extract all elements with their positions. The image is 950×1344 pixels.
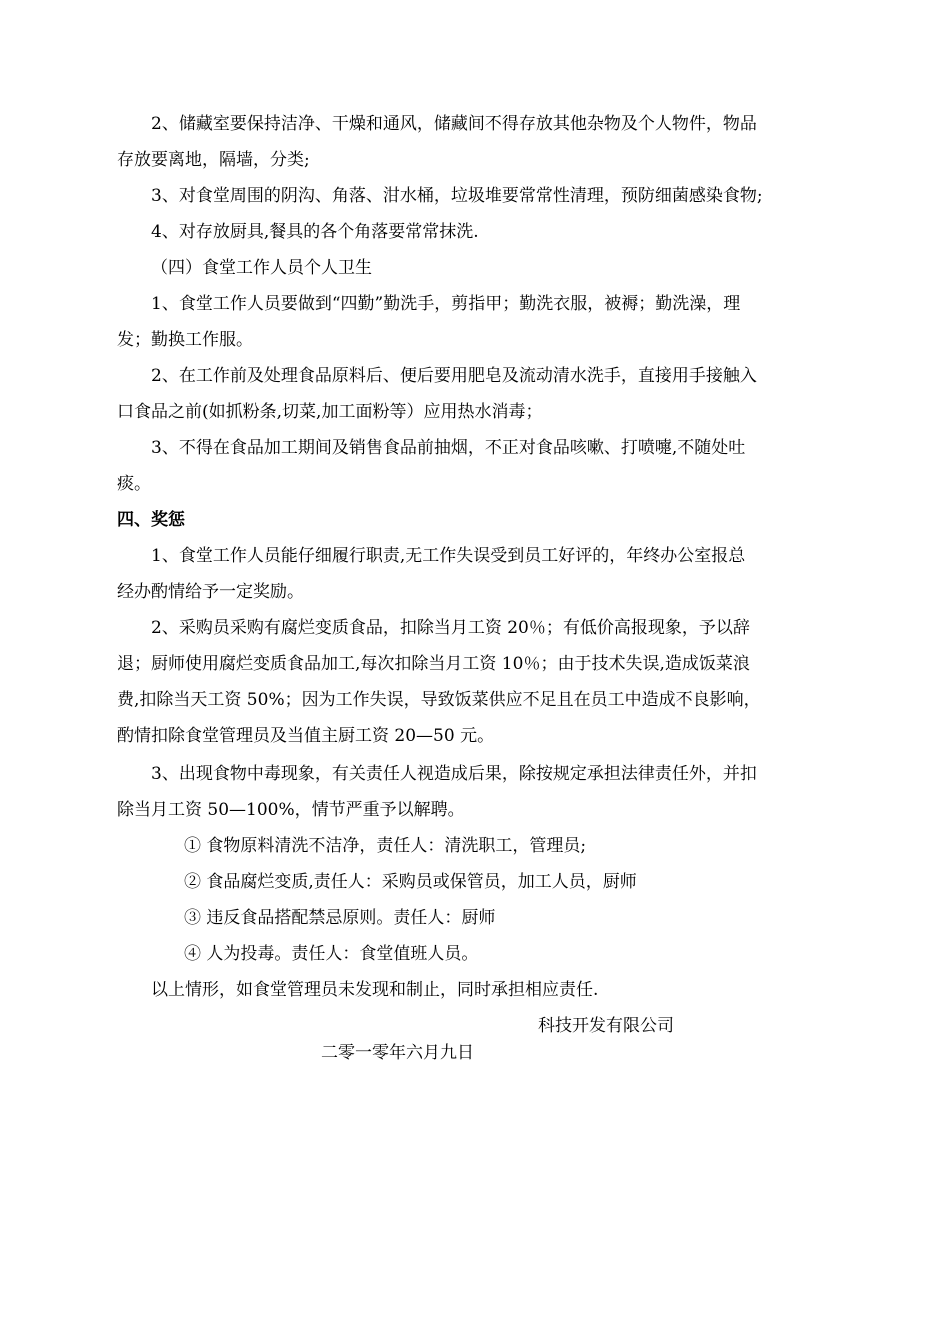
text-line: 4、对存放厨具,餐具的各个角落要常常抹洗. bbox=[151, 222, 479, 242]
text-line: 费,扣除当天工资 50%；因为工作失误，导致饭菜供应不足且在员工中造成不良影响， bbox=[117, 690, 761, 710]
text-line: 发；勤换工作服。 bbox=[117, 330, 253, 350]
section-heading: 四、奖惩 bbox=[117, 510, 185, 530]
text-line: 以上情形，如食堂管理员未发现和制止，同时承担相应责任. bbox=[151, 980, 599, 1000]
list-item: ③ 违反食品搭配禁忌原则。责任人：厨师 bbox=[184, 908, 496, 928]
text-line: 经办酌情给予一定奖励。 bbox=[117, 582, 304, 602]
list-item: ② 食品腐烂变质,责任人：采购员或保管员，加工人员，厨师 bbox=[184, 872, 637, 892]
text-line: 除当月工资 50—100%，情节严重予以解聘。 bbox=[117, 800, 465, 820]
list-item: ④ 人为投毒。责任人：食堂值班人员。 bbox=[184, 944, 479, 964]
text-line: 2、储藏室要保持洁净、干燥和通风，储藏间不得存放其他杂物及个人物件，物品 bbox=[151, 114, 757, 134]
text-line: 3、不得在食品加工期间及销售食品前抽烟，不正对食品咳嗽、打喷嚏,不随处吐 bbox=[151, 438, 746, 458]
text-line: 口食品之前(如抓粉条,切菜,加工面粉等）应用热水消毒； bbox=[117, 402, 543, 422]
signature-date: 二零一零年六月九日 bbox=[321, 1043, 474, 1063]
text-line: 痰。 bbox=[117, 474, 151, 494]
text-line: 存放要离地，隔墙，分类; bbox=[117, 150, 310, 170]
text-line: 酌情扣除食堂管理员及当值主厨工资 20—50 元。 bbox=[117, 726, 495, 746]
text-line: 1、食堂工作人员能仔细履行职责,无工作失误受到员工好评的，年终办公室报总 bbox=[151, 546, 746, 566]
signature-company: 科技开发有限公司 bbox=[538, 1016, 674, 1036]
text-line: 2、采购员采购有腐烂变质食品，扣除当月工资 20％；有低价高报现象，予以辞 bbox=[151, 618, 750, 638]
text-line: 退；厨师使用腐烂变质食品加工,每次扣除当月工资 10％；由于技术失误,造成饭菜浪 bbox=[117, 654, 750, 674]
text-line: 3、对食堂周围的阴沟、角落、泔水桶，垃圾堆要常常性清理，预防细菌感染食物; bbox=[151, 186, 763, 206]
list-item: ① 食物原料清洗不洁净，责任人：清洗职工，管理员; bbox=[184, 836, 587, 856]
section-subheading: （四）食堂工作人员个人卫生 bbox=[151, 258, 372, 278]
text-line: 3、出现食物中毒现象，有关责任人视造成后果，除按规定承担法律责任外，并扣 bbox=[151, 764, 757, 784]
text-line: 2、在工作前及处理食品原料后、便后要用肥皂及流动清水洗手，直接用手接触入 bbox=[151, 366, 757, 386]
text-line: 1、食堂工作人员要做到“四勤”勤洗手，剪指甲；勤洗衣服，被褥；勤洗澡，理 bbox=[151, 294, 741, 314]
